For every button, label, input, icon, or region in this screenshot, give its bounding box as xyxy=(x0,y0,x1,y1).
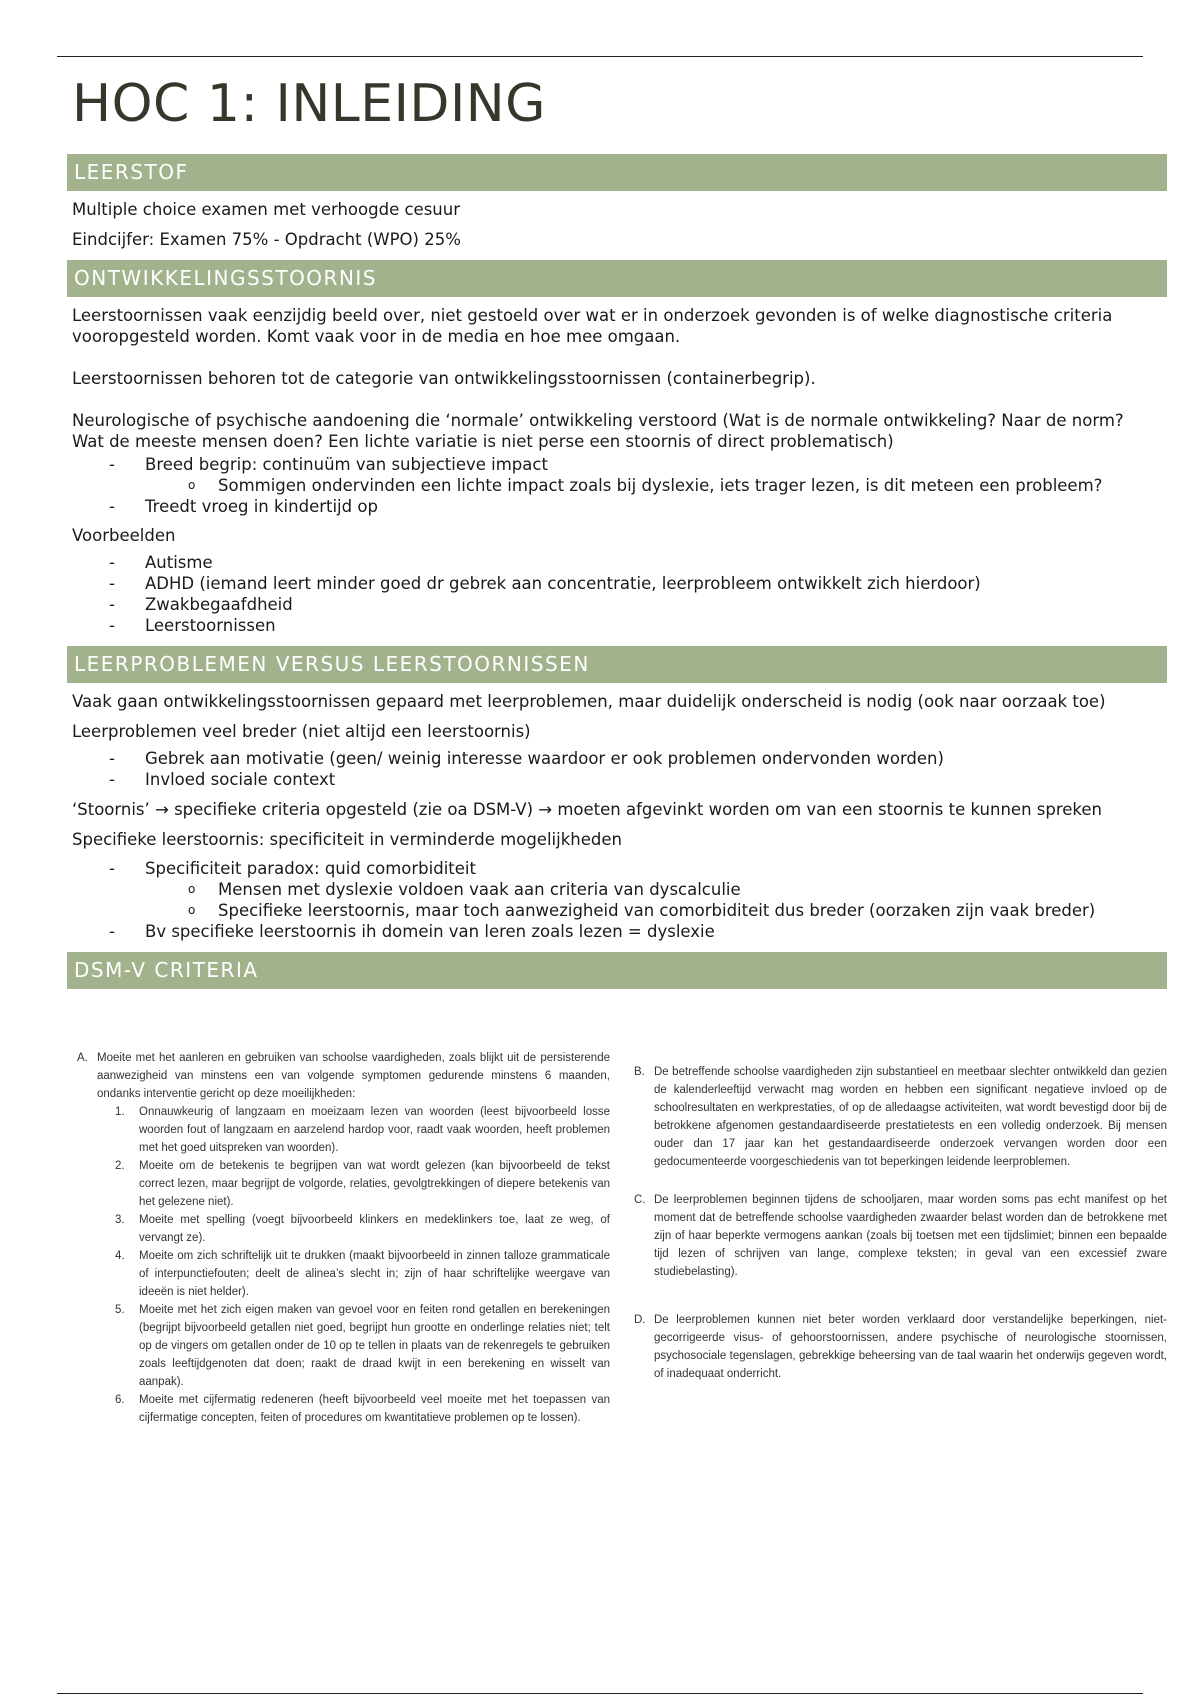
criterion-letter: B. xyxy=(634,1066,645,1078)
sub-list xyxy=(145,475,1167,496)
section-heading-dsm: DSM-V CRITERIA xyxy=(67,952,1167,989)
list-item-text: Breed begrip: continuüm van subjectieve impact xyxy=(145,455,548,474)
paragraph: Neurologische of psychische aandoening die ‘normale’ ontwikkeling verstoord (Wat is de normale ontwikkeling? Naar de norm? Wat de meeste mensen doen? Een lichte variatie is niet perse een stoornis of direct problematisch) xyxy=(72,411,1124,451)
paragraph: Eindcijfer: Examen 75% - Opdracht (WPO) 25% xyxy=(72,230,461,249)
item-number: 4. xyxy=(115,1250,125,1262)
section-heading-leerproblemen: LEERPROBLEMEN VERSUS LEERSTOORNISSEN xyxy=(67,646,1167,683)
criterion-item xyxy=(97,1247,610,1301)
criterion-item xyxy=(97,1211,610,1247)
sub-list xyxy=(145,879,1167,921)
item-text: Moeite met het zich eigen maken van gevoel voor en feiten rond getallen en berekeningen (begrijpt bijvoorbeeld getallen niet goed, begrijpt hun grootte en onderlinge relaties niet; telt op de vingers om getallen onder de 10 op te tellen in plaats van de rekenregels te gebruiken zoals leeftijdgenoten dat doen; raakt de draad kwijt in een berekening en wisselt van aanpak). xyxy=(139,1304,610,1388)
criterion-text: De leerproblemen beginnen tijdens de schooljaren, maar worden soms pas echt manifest op het moment dat de betreffende schoolse vaardigheden zwaarder belast worden dan de betrokkene met zijn of haar beperkte vermogens aankan (zoals bij toetsen met een tijdslimiet; binnen een bepaalde tijd lezen of schrijven van lange, complexe teksten; in geval van een excessief zware studiebelasting). xyxy=(654,1194,1167,1278)
criterion-letter: C. xyxy=(634,1194,646,1206)
bullet-list xyxy=(67,858,1167,942)
section-heading-ontwikkelingsstoornis: ONTWIKKELINGSSTOORNIS xyxy=(67,260,1167,297)
dsm-column-left xyxy=(75,1049,610,1429)
item-number: 6. xyxy=(115,1394,125,1406)
item-number: 3. xyxy=(115,1214,125,1226)
list-item: - Invloed sociale context xyxy=(67,769,1167,790)
criterion-letter: A. xyxy=(77,1052,88,1064)
criterion-a-list xyxy=(97,1103,610,1427)
paragraph: Leerstoornissen behoren tot de categorie van ontwikkelingsstoornissen (containerbegrip). xyxy=(72,369,816,388)
bottom-rule xyxy=(57,1693,1143,1694)
criterion-text: De leerproblemen kunnen niet beter worden verklaard door verstandelijke beperkingen, niet-gecorrigeerde visus- of gehoorstoornissen, andere psychische of neurologische stoornissen, psychosociale tegenslagen, gebrekkige beheersing van de taal waarin het onderwijs gegeven wordt, of inadequaat onderricht. xyxy=(654,1314,1167,1380)
paragraph: Multiple choice examen met verhoogde cesuur xyxy=(72,200,460,219)
section-heading-leerstof: LEERSTOF xyxy=(67,154,1167,191)
list-item: - Leerstoornissen xyxy=(67,615,1167,636)
sub-list-item: o Mensen met dyslexie voldoen vaak aan criteria van dyscalculie xyxy=(145,879,1167,900)
criterion-b xyxy=(632,1063,1167,1171)
top-rule xyxy=(57,56,1143,57)
criterion-item xyxy=(97,1103,610,1157)
item-text: Moeite om zich schriftelijk uit te drukken (maakt bijvoorbeeld in zinnen talloze grammaticale of interpunctiefouten; deelt de alinea’s slecht in; zijn of haar schriftelijke weergave van ideeën is niet helder). xyxy=(139,1250,610,1298)
paragraph: Leerproblemen veel breder (niet altijd een leerstoornis) xyxy=(72,722,531,741)
examples-list xyxy=(67,552,1167,636)
page-content xyxy=(67,70,1167,1429)
criterion-item xyxy=(97,1157,610,1211)
bullet-list xyxy=(67,748,1167,790)
paragraph: Leerstoornissen vaak eenzijdig beeld over, niet gestoeld over wat er in onderzoek gevonden is of welke diagnostische criteria vooropgesteld worden. Komt vaak voor in de media en hoe mee omgaan. xyxy=(72,306,1113,346)
criterion-d xyxy=(632,1311,1167,1383)
item-text: Moeite om de betekenis te begrijpen van wat wordt gelezen (kan bijvoorbeeld de tekst correct lezen, maar begrijpt de volgorde, relaties, gevolgtrekkingen of diepere betekenis van het gelezene niet). xyxy=(139,1160,610,1208)
criterion-text: De betreffende schoolse vaardigheden zijn substantieel en meetbaar slechter ontwikkeld dan gezien de kalenderleeftijd verwacht mag worden en hebben een significant negatieve invloed op de schoolresultaten en werkprestaties, of op de alledaagse activiteiten, wat wordt bevestigd door bij de betrokkene afgenomen gestandaardiseerde prestatietests en een volledig onderzoek. Bij mensen ouder dan 17 jaar kan het gestandaardiseerde onderzoek vervangen worden door een gedocumenteerde voorgeschiedenis van tot beperkingen leidende leerproblemen. xyxy=(654,1066,1167,1168)
list-item-text: Specificiteit paradox: quid comorbiditeit xyxy=(145,859,476,878)
criterion-item xyxy=(97,1391,610,1427)
list-item: - Autisme xyxy=(67,552,1167,573)
paragraph: ‘Stoornis’ → specifieke criteria opgesteld (zie oa DSM-V) → moeten afgevinkt worden om van een stoornis te kunnen spreken xyxy=(72,800,1102,819)
list-item xyxy=(67,858,1167,921)
criterion-text: Moeite met het aanleren en gebruiken van schoolse vaardigheden, zoals blijkt uit de persisterende aanwezigheid van minstens een van volgende symptomen gedurende minstens 6 maanden, ondanks interventie gericht op deze moeilijkheden: xyxy=(97,1052,610,1100)
item-text: Moeite met cijfermatig redeneren (heeft bijvoorbeeld veel moeite met het toepassen van cijfermatige concepten, feiten of procedures om kwantitatieve problemen op te lossen). xyxy=(139,1394,610,1424)
item-text: Moeite met spelling (voegt bijvoorbeeld klinkers en medeklinkers toe, laat ze weg, of vervangt ze). xyxy=(139,1214,610,1244)
criterion-c xyxy=(632,1191,1167,1281)
dsm-column-right xyxy=(632,1063,1167,1429)
list-item: - Gebrek aan motivatie (geen/ weinig interesse waardoor er ook problemen ondervonden worden) xyxy=(67,748,1167,769)
dsm-criteria-excerpt xyxy=(67,1049,1167,1429)
sub-list-item: o Sommigen ondervinden een lichte impact zoals bij dyslexie, iets trager lezen, is dit meteen een probleem? xyxy=(145,475,1167,496)
item-text: Onnauwkeurig of langzaam en moeizaam lezen van woorden (leest bijvoorbeeld losse woorden fout of langzaam en aarzelend hardop voor, raadt vaak woorden, heeft problemen met het goed uitspreken van woorden). xyxy=(139,1106,610,1154)
list-item xyxy=(67,454,1167,496)
paragraph: Specifieke leerstoornis: specificiteit in verminderde mogelijkheden xyxy=(72,830,622,849)
paragraph: Voorbeelden xyxy=(72,526,176,545)
item-number: 1. xyxy=(115,1106,125,1118)
paragraph: Vaak gaan ontwikkelingsstoornissen gepaard met leerproblemen, maar duidelijk onderscheid is nodig (ook naar oorzaak toe) xyxy=(72,692,1106,711)
criterion-item xyxy=(97,1301,610,1391)
item-number: 5. xyxy=(115,1304,125,1316)
list-item: - Zwakbegaafdheid xyxy=(67,594,1167,615)
bullet-list xyxy=(67,454,1167,517)
list-item: - Bv specifieke leerstoornis ih domein van leren zoals lezen = dyslexie xyxy=(67,921,1167,942)
page-title: HOC 1: INLEIDING xyxy=(72,74,546,134)
list-item: - Treedt vroeg in kindertijd op xyxy=(67,496,1167,517)
criterion-a xyxy=(75,1049,610,1427)
criterion-letter: D. xyxy=(634,1314,646,1326)
sub-list-item: o Specifieke leerstoornis, maar toch aanwezigheid van comorbiditeit dus breder (oorzaken zijn vaak breder) xyxy=(145,900,1167,921)
list-item: - ADHD (iemand leert minder goed dr gebrek aan concentratie, leerprobleem ontwikkelt zich hierdoor) xyxy=(67,573,1167,594)
item-number: 2. xyxy=(115,1160,125,1172)
